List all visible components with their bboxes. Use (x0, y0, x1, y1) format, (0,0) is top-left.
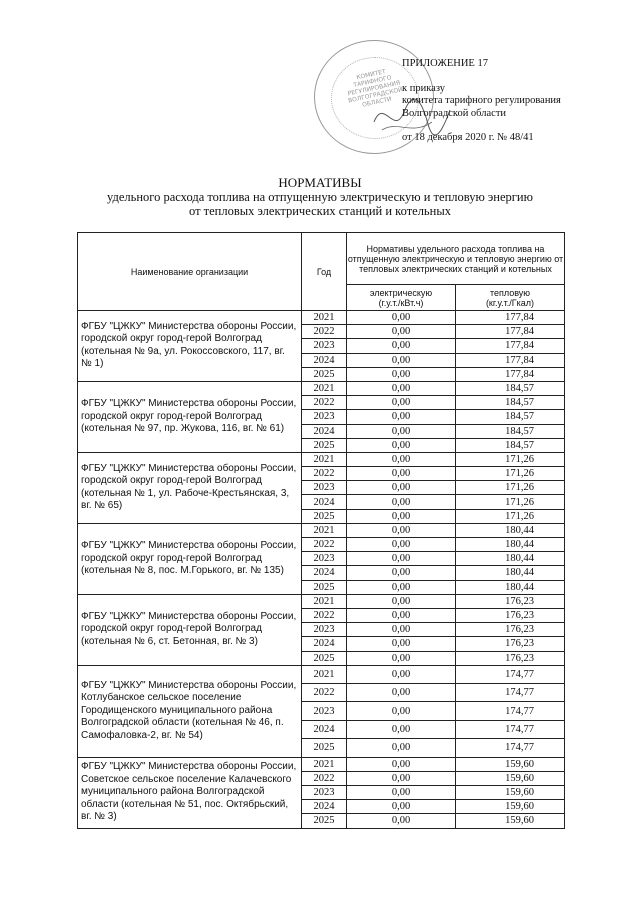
heat-norm-cell: 174,77 (456, 702, 565, 720)
electric-norm-cell: 0,00 (347, 353, 456, 367)
year-cell: 2022 (302, 608, 347, 622)
heat-norm-cell: 180,44 (456, 538, 565, 552)
year-cell: 2021 (302, 452, 347, 466)
heat-norm-cell: 159,60 (456, 771, 565, 785)
table-body (78, 311, 565, 829)
header-electric (347, 285, 456, 311)
heat-norm-cell: 176,23 (456, 637, 565, 651)
heat-norm-cell: 174,77 (456, 739, 565, 757)
electric-norm-cell: 0,00 (347, 452, 456, 466)
appendix-date: от 18 декабря 2020 г. № 48/41 (402, 132, 534, 143)
year-cell: 2024 (302, 720, 347, 738)
heat-norm-cell: 180,44 (456, 566, 565, 580)
header-organization: Наименование организации (78, 233, 302, 311)
table-row (78, 523, 565, 537)
organization-cell: ФГБУ "ЦЖКУ" Министерства обороны России, городской округ город-герой Волгоград (котельная № 1, ул. Рабоче-Крестьянская, 3, вг. № 65) (78, 452, 302, 523)
organization-cell: ФГБУ "ЦЖКУ" Министерства обороны России, городской округ город-герой Волгоград (котельная № 8, пос. М.Горького, вг. № 135) (78, 523, 302, 594)
heat-norm-cell: 177,84 (456, 353, 565, 367)
heat-norm-cell: 180,44 (456, 580, 565, 594)
electric-norm-cell: 0,00 (347, 538, 456, 552)
header-year: Год (302, 233, 347, 311)
electric-norm-cell: 0,00 (347, 739, 456, 757)
heat-norm-cell: 177,84 (456, 367, 565, 381)
electric-norm-cell: 0,00 (347, 311, 456, 325)
year-cell: 2022 (302, 396, 347, 410)
appendix-to-order: к приказу (402, 82, 445, 94)
year-cell: 2023 (302, 410, 347, 424)
table-row (78, 594, 565, 608)
electric-norm-cell: 0,00 (347, 684, 456, 702)
electric-norm-cell: 0,00 (347, 580, 456, 594)
heat-norm-cell: 184,57 (456, 396, 565, 410)
header-heat-label: тепловую (489, 287, 531, 298)
header-heat-unit: (кг.у.т./Гкал) (485, 297, 535, 308)
year-cell: 2021 (302, 757, 347, 771)
heat-norm-cell: 171,26 (456, 481, 565, 495)
heat-norm-cell: 180,44 (456, 523, 565, 537)
header-heat (456, 285, 565, 311)
electric-norm-cell: 0,00 (347, 523, 456, 537)
heat-norm-cell: 176,23 (456, 608, 565, 622)
electric-norm-cell: 0,00 (347, 410, 456, 424)
electric-norm-cell: 0,00 (347, 339, 456, 353)
heat-norm-cell: 174,77 (456, 684, 565, 702)
header-electric-unit: (г.у.т./кВт.ч) (378, 297, 424, 308)
seal-text: КОМИТЕТ ТАРИФНОГО РЕГУЛИРОВАНИЯ ВОЛГОГРАДСКОЙ ОБЛАСТИ (347, 68, 404, 109)
appendix-block (402, 58, 561, 145)
electric-norm-cell: 0,00 (347, 566, 456, 580)
year-cell: 2022 (302, 684, 347, 702)
table-row (78, 381, 565, 395)
electric-norm-cell: 0,00 (347, 651, 456, 665)
heat-norm-cell: 174,77 (456, 665, 565, 683)
electric-norm-cell: 0,00 (347, 665, 456, 683)
year-cell: 2023 (302, 623, 347, 637)
year-cell: 2025 (302, 651, 347, 665)
electric-norm-cell: 0,00 (347, 608, 456, 622)
electric-norm-cell: 0,00 (347, 424, 456, 438)
heat-norm-cell: 176,23 (456, 623, 565, 637)
appendix-number: ПРИЛОЖЕНИЕ 17 (402, 58, 488, 69)
year-cell: 2021 (302, 523, 347, 537)
electric-norm-cell: 0,00 (347, 771, 456, 785)
year-cell: 2023 (302, 481, 347, 495)
electric-norm-cell: 0,00 (347, 438, 456, 452)
heat-norm-cell: 184,57 (456, 381, 565, 395)
heat-norm-cell: 159,60 (456, 786, 565, 800)
year-cell: 2022 (302, 325, 347, 339)
year-cell: 2023 (302, 552, 347, 566)
heat-norm-cell: 159,60 (456, 814, 565, 828)
heat-norm-cell: 171,26 (456, 452, 565, 466)
norms-table (77, 232, 565, 829)
year-cell: 2024 (302, 566, 347, 580)
heat-norm-cell: 171,26 (456, 509, 565, 523)
electric-norm-cell: 0,00 (347, 800, 456, 814)
heat-norm-cell: 177,84 (456, 311, 565, 325)
title-line-2: удельного расхода топлива на отпущенную электрическую и тепловую энергию (107, 190, 533, 204)
heat-norm-cell: 159,60 (456, 757, 565, 771)
year-cell: 2024 (302, 424, 347, 438)
year-cell: 2025 (302, 367, 347, 381)
electric-norm-cell: 0,00 (347, 325, 456, 339)
table-row (78, 665, 565, 683)
heat-norm-cell: 184,57 (456, 438, 565, 452)
year-cell: 2021 (302, 665, 347, 683)
title-line-3: от тепловых электрических станций и котельных (189, 204, 451, 218)
organization-cell: ФГБУ "ЦЖКУ" Министерства обороны России, городской округ город-герой Волгоград (котельная № 6, ст. Бетонная, вг. № 3) (78, 594, 302, 665)
year-cell: 2022 (302, 467, 347, 481)
year-cell: 2023 (302, 339, 347, 353)
electric-norm-cell: 0,00 (347, 623, 456, 637)
year-cell: 2024 (302, 495, 347, 509)
table-row (78, 452, 565, 466)
year-cell: 2025 (302, 438, 347, 452)
electric-norm-cell: 0,00 (347, 509, 456, 523)
heat-norm-cell: 184,57 (456, 410, 565, 424)
heat-norm-cell: 171,26 (456, 495, 565, 509)
year-cell: 2021 (302, 594, 347, 608)
electric-norm-cell: 0,00 (347, 481, 456, 495)
year-cell: 2024 (302, 637, 347, 651)
year-cell: 2023 (302, 702, 347, 720)
electric-norm-cell: 0,00 (347, 552, 456, 566)
heat-norm-cell: 176,23 (456, 651, 565, 665)
organization-cell: ФГБУ "ЦЖКУ" Министерства обороны России, Котлубанское сельское поселение Городищенского муниципального района Волгоградской области (котельная № 46, п. Самофаловка-2, вг. № 54) (78, 665, 302, 757)
year-cell: 2021 (302, 381, 347, 395)
year-cell: 2025 (302, 814, 347, 828)
header-norms: Нормативы удельного расхода топлива на отпущенную электрическую и тепловую энергию от тепловых электрических станций и котельных (347, 233, 565, 285)
year-cell: 2024 (302, 800, 347, 814)
heat-norm-cell: 174,77 (456, 720, 565, 738)
heat-norm-cell: 180,44 (456, 552, 565, 566)
electric-norm-cell: 0,00 (347, 757, 456, 771)
appendix-committee: комитета тарифного регулирования (402, 95, 561, 106)
electric-norm-cell: 0,00 (347, 495, 456, 509)
heat-norm-cell: 177,84 (456, 339, 565, 353)
appendix-region: Волгоградской области (402, 107, 507, 119)
header-electric-label: электрическую (369, 287, 433, 298)
electric-norm-cell: 0,00 (347, 702, 456, 720)
electric-norm-cell: 0,00 (347, 381, 456, 395)
electric-norm-cell: 0,00 (347, 814, 456, 828)
year-cell: 2023 (302, 786, 347, 800)
electric-norm-cell: 0,00 (347, 637, 456, 651)
year-cell: 2024 (302, 353, 347, 367)
organization-cell: ФГБУ "ЦЖКУ" Министерства обороны России, городской округ город-герой Волгоград (котельная № 97, пр. Жукова, 116, вг. № 61) (78, 381, 302, 452)
electric-norm-cell: 0,00 (347, 594, 456, 608)
year-cell: 2022 (302, 538, 347, 552)
heat-norm-cell: 171,26 (456, 467, 565, 481)
year-cell: 2021 (302, 311, 347, 325)
heat-norm-cell: 184,57 (456, 424, 565, 438)
electric-norm-cell: 0,00 (347, 467, 456, 481)
document-title (0, 176, 640, 218)
year-cell: 2025 (302, 509, 347, 523)
heat-norm-cell: 176,23 (456, 594, 565, 608)
table-row (78, 311, 565, 325)
organization-cell: ФГБУ "ЦЖКУ" Министерства обороны России, городской округ город-герой Волгоград (котельная № 9а, ул. Рокоссовского, 117, вг. № 1) (78, 311, 302, 382)
title-main: НОРМАТИВЫ (278, 175, 362, 190)
electric-norm-cell: 0,00 (347, 786, 456, 800)
heat-norm-cell: 177,84 (456, 325, 565, 339)
year-cell: 2025 (302, 739, 347, 757)
electric-norm-cell: 0,00 (347, 396, 456, 410)
organization-cell: ФГБУ "ЦЖКУ" Министерства обороны России, Советское сельское поселение Калачевского муниципального района Волгоградской области (котельная № 51, пос. Октябрьский, вг. № 3) (78, 757, 302, 828)
year-cell: 2022 (302, 771, 347, 785)
electric-norm-cell: 0,00 (347, 720, 456, 738)
electric-norm-cell: 0,00 (347, 367, 456, 381)
table-row (78, 757, 565, 771)
year-cell: 2025 (302, 580, 347, 594)
heat-norm-cell: 159,60 (456, 800, 565, 814)
